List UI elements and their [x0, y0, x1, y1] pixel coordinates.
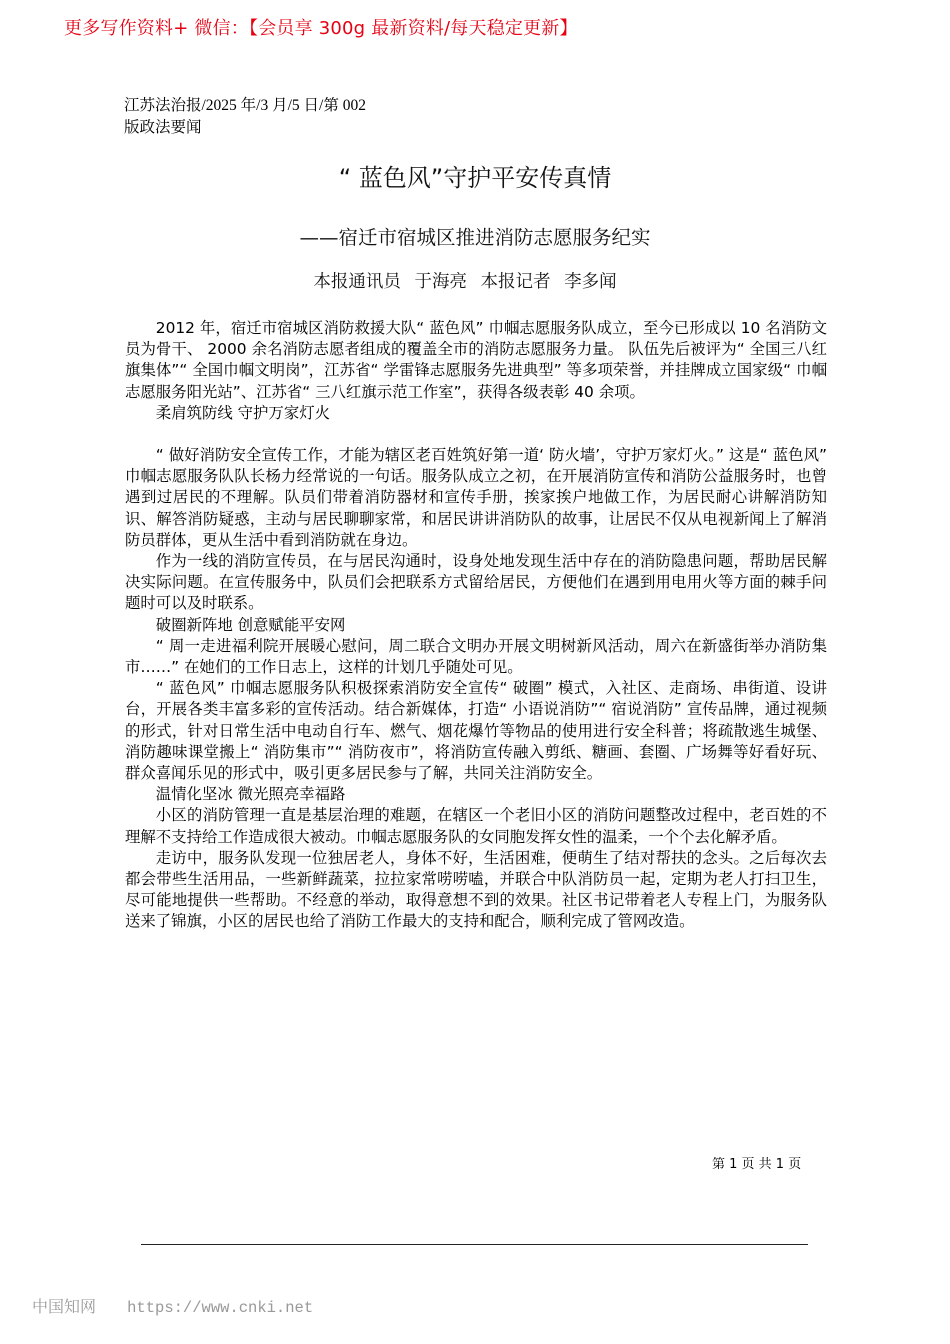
- paragraph: “ 周一走进福利院开展暖心慰问，周二联合文明办开展文明树新风活动，周六在新盛街举办消防集市……” 在她们的工作日志上，这样的计划几乎随处可见。: [125, 636, 827, 677]
- source-info: [124, 95, 366, 139]
- paragraph: 走访中，服务队发现一位独居老人，身体不好，生活困难，便萌生了结对帮扶的念头。之后每次去都会带些生活用品，一些新鲜蔬菜，拉拉家常唠唠嗑，并联合中队消防员一起，定期为老人打扫卫生，尽可能地提供一些帮助。不经意的举动，取得意想不到的效果。社区书记带着老人专程上门，为服务队送来了锦旗，小区的居民也给了消防工作最大的支持和配合，顺利完成了管网改造。: [125, 848, 827, 931]
- paragraph: “ 蓝色风” 巾帼志愿服务队积极探索消防安全宣传“ 破圈” 模式，入社区、走商场、串街道、设讲台，开展各类丰富多彩的宣传活动。结合新媒体，打造“ 小语说消防”“ 宿说消防” 宣传品牌，通过视频的形式，针对日常生活中电动自行车、燃气、烟花爆竹等物品的使用进行安全科普；将疏散逃生城堡、消防趣味课堂搬上“ 消防集市”“ 消防夜市”，将消防宣传融入剪纸、糖画、套圈、广场舞等好看好玩、群众喜闻乐见的形式中，吸引更多居民参与了解，共同关注消防安全。: [125, 679, 827, 783]
- paragraph: “ 做好消防安全宣传工作，才能为辖区老百姓筑好第一道‘ 防火墙’，守护万家灯火。” 这是“ 蓝色风” 巾帼志愿服务队队长杨力经常说的一句话。服务队成立之初，在开展消防宣传和消防公益服务时，也曾遇到过居民的不理解。队员们带着消防器材和宣传手册，挨家挨户地做工作，为居民耐心讲解消防知识、解答消防疑惑，主动与居民聊聊家常，和居民讲讲消防队的故事，让居民不仅从电视新闻上了解消防员群体，更从生活中看到消防就在身边。: [125, 446, 827, 549]
- section-heading: 温情化坚冰 微光照亮幸福路: [155, 785, 346, 804]
- footer: [32, 1294, 313, 1317]
- article-subtitle: ——宿迁市宿城区推进消防志愿服务纪实: [299, 226, 651, 249]
- paragraph: 作为一线的消防宣传员，在与居民沟通时，设身处地发现生活中存在的消防隐患问题，帮助居民解决实际问题。在宣传服务中，队员们会把联系方式留给居民，方便他们在遇到用电用火等方面的棘手问题时可以及时联系。: [125, 552, 827, 613]
- promo-banner: 更多写作资料+ 微信：【会员享 300g 最新资料/每天稳定更新】: [64, 18, 578, 39]
- site-name: 中国知网: [32, 1297, 97, 1316]
- paragraph: 2012 年，宿迁市宿城区消防救援大队“ 蓝色风” 巾帼志愿服务队成立，至今已形成以 10 名消防文员为骨干、 2000 余名消防志愿者组成的覆盖全市的消防志愿服务力量。 队伍先后被评为“ 全国三八红旗集体”“ 全国巾帼文明岗”，江苏省“ 学雷锋志愿服务先进典型” 等多项荣誉，并挂牌成立国家级“ 巾帼志愿服务阳光站”、江苏省“ 三八红旗示范工作室”，获得各级表彰 40 余项。: [125, 319, 827, 401]
- paragraph: 小区的消防管理一直是基层治理的难题，在辖区一个老旧小区的消防问题整改过程中，老百姓的不理解不支持给工作造成很大被动。巾帼志愿服务队的女同胞发挥女性的温柔，一个个去化解矛盾。: [125, 806, 827, 846]
- article-body: [125, 318, 827, 933]
- footer-divider: [141, 1244, 808, 1245]
- site-url[interactable]: https://www.cnki.net: [127, 1299, 314, 1317]
- source-line-2: 版政法要闻: [124, 119, 202, 136]
- page-number: 第 1 页 共 1 页: [712, 1157, 802, 1172]
- source-line-1: 江苏法治报/2025 年/3 月/5 日/第 002: [124, 97, 366, 114]
- section-heading: 破圈新阵地 创意赋能平安网: [155, 615, 346, 634]
- section-heading: 柔肩筑防线 守护万家灯火: [155, 403, 330, 422]
- article-byline: 本报通讯员 于海亮 本报记者 李多闻: [313, 272, 617, 292]
- article-title: “ 蓝色风”守护平安传真情: [338, 164, 612, 192]
